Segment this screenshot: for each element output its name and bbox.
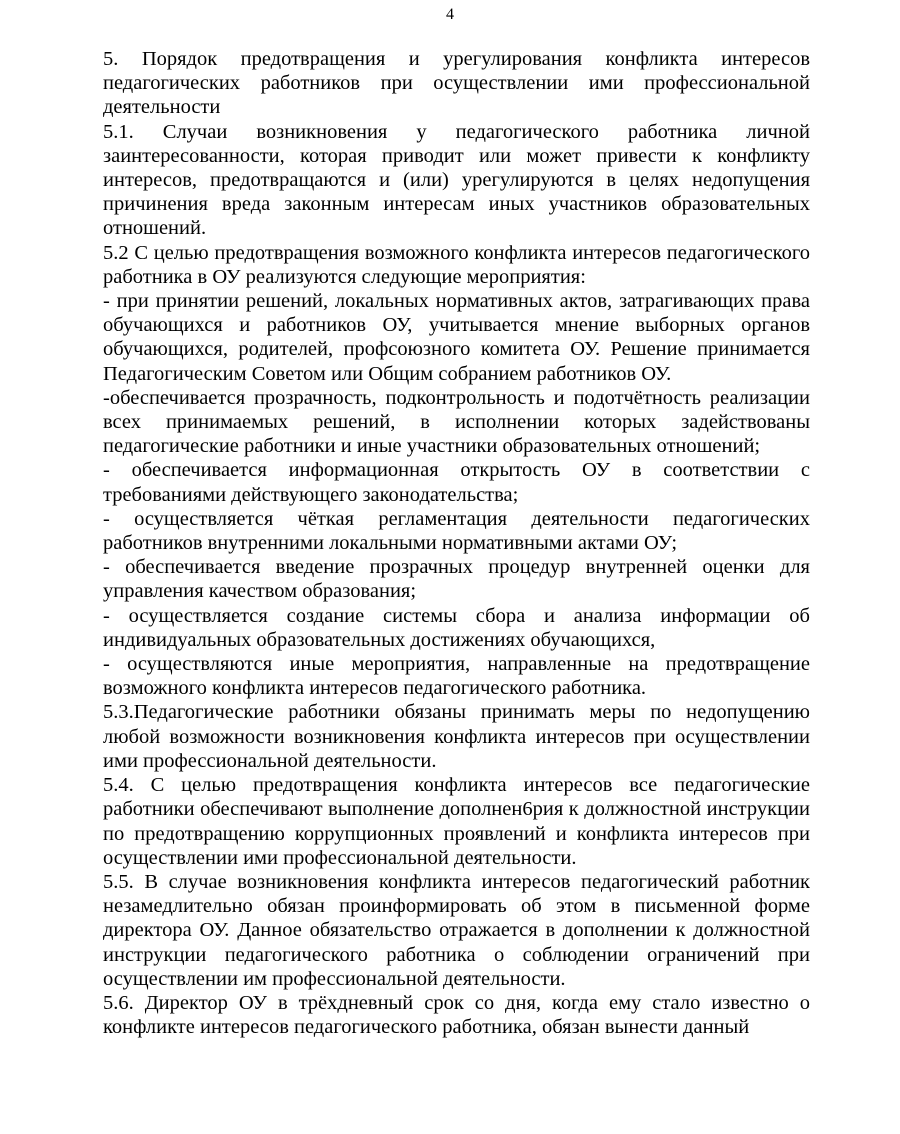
paragraph-5-3: 5.3.Педагогические работники обязаны принимать меры по недопущению любой возможности возникновения конфликта интересов при осуществлении ими профессиональной деятельности. [103,701,810,772]
paragraph-5-5: 5.5. В случае возникновения конфликта интересов педагогический работник незамедлительно обязан проинформировать об этом в письменной форме директора ОУ. Данное обязательство отражается в дополнении к должностной инструкции педагогического работника о соблюдении ограничений при осуществлении им профессиональной деятельности. [103,870,810,990]
paragraph-5-4: 5.4. С целью предотвращения конфликта интересов все педагогические работники обеспечивают выполнение дополнен6рия к должностной инструкции по предотвращению коррупционных проявлений и конфликта интересов при осуществлении ими профессиональной деятельности. [103,774,810,869]
page-number: 4 [446,6,454,23]
list-item: - осуществляется чёткая регламентация деятельности педагогических работников внутренними локальными нормативными актами ОУ; [103,507,810,555]
list-item: - обеспечивается введение прозрачных процедур внутренней оценки для управления качеством образования; [103,556,810,603]
list-item: -обеспечивается прозрачность, подконтрольность и подотчётность реализации всех принимаемых решений, в исполнении которых задействованы педагогические работники и иные участники образовательных отношений; [103,386,810,458]
list-item: - при принятии решений, локальных нормативных актов, затрагивающих права обучающихся и работников ОУ, учитывается мнение выборных органов обучающихся, родителей, профсоюзного комитета ОУ. Решение принимается Педагогическим Советом или Общим собранием работников ОУ. [103,290,810,385]
paragraph-5-2: 5.2 С целью предотвращения возможного конфликта интересов педагогического работника в ОУ реализуются следующие мероприятия: [103,241,810,288]
list-item: - обеспечивается информационная открытость ОУ в соответствии с требованиями действующего законодательства; [103,459,810,506]
list-item: - осуществляются иные мероприятия, направленные на предотвращение возможного конфликта интересов педагогического работника. [103,653,810,700]
paragraph-5-1: 5.1. Случаи возникновения у педагогического работника личной заинтересованности, которая приводит или может привести к конфликту интересов, предотвращаются и (или) урегулируются в целях недопущения причинения вреда законным интересам иных участников образовательных отношений. [103,120,810,240]
paragraph-5-6: 5.6. Директор ОУ в трёхдневный срок со дня, когда ему стало известно о конфликте интересов педагогического работника, обязан вынести данный [103,991,810,1039]
document-body [103,47,810,1039]
list-item: - осуществляется создание системы сбора и анализа информации об индивидуальных образовательных достижениях обучающихся, [103,604,810,651]
section-heading: 5. Порядок предотвращения и урегулирования конфликта интересов педагогических работников при осуществлении ими профессиональной деятельности [103,48,810,119]
